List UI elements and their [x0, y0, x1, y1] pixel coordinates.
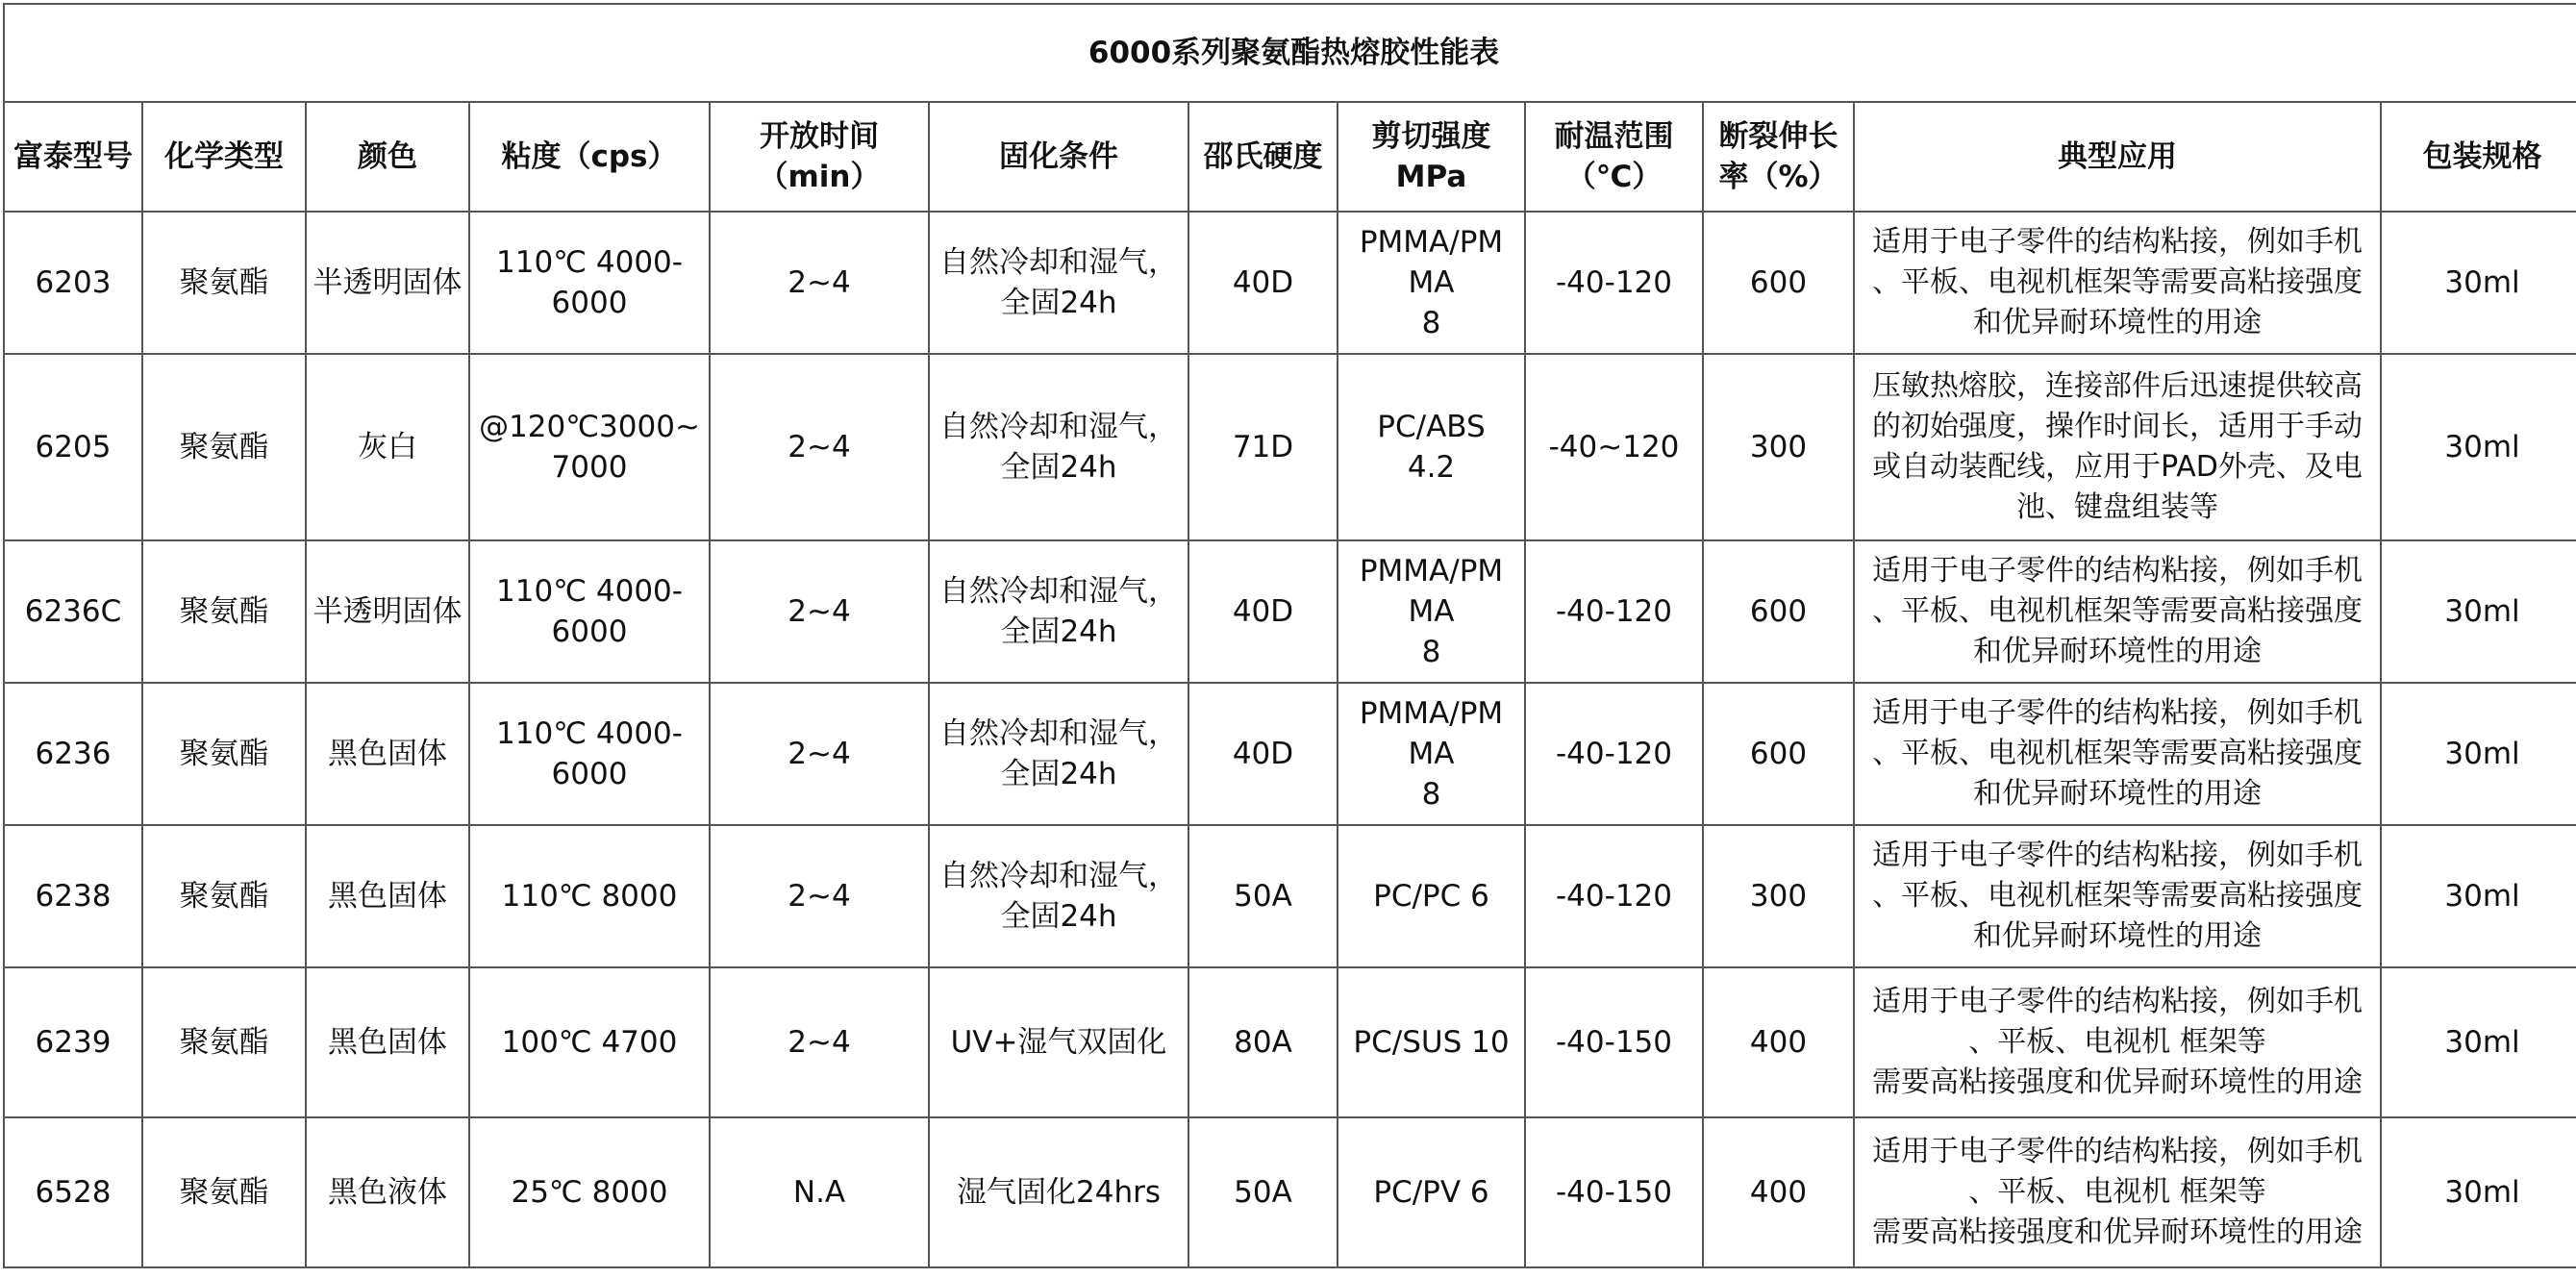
table-body	[4, 212, 2576, 1267]
table-row	[4, 212, 2576, 354]
cell-cure-condition: 自然冷却和湿气， 全固24h	[929, 212, 1188, 354]
cell-shore-hardness: 71D	[1188, 354, 1338, 540]
cell-cure-condition: 自然冷却和湿气， 全固24h	[929, 825, 1188, 967]
cell-application: 适用于电子零件的结构粘接，例如手机 、平板、电视机框架等需要高粘接强度 和优异耐环境性的用途	[1854, 683, 2381, 825]
cell-open-time: N.A	[710, 1117, 929, 1267]
cell-shear-strength: PMMA/PM MA 8	[1338, 212, 1525, 354]
cell-shore-hardness: 80A	[1188, 967, 1338, 1117]
header-viscosity: 粘度（cps）	[469, 102, 710, 212]
cell-elongation: 300	[1703, 354, 1854, 540]
cell-elongation: 300	[1703, 825, 1854, 967]
cell-chemistry: 聚氨酯	[142, 683, 306, 825]
cell-shore-hardness: 50A	[1188, 825, 1338, 967]
cell-shore-hardness: 40D	[1188, 540, 1338, 683]
cell-application: 适用于电子零件的结构粘接，例如手机 、平板、电视机框架等需要高粘接强度 和优异耐环境性的用途	[1854, 825, 2381, 967]
cell-shear-strength: PMMA/PM MA 8	[1338, 540, 1525, 683]
cell-packaging: 30ml	[2381, 540, 2576, 683]
cell-elongation: 400	[1703, 967, 1854, 1117]
cell-cure-condition: 自然冷却和湿气， 全固24h	[929, 354, 1188, 540]
cell-viscosity: @120℃3000~ 7000	[469, 354, 710, 540]
header-model: 富泰型号	[4, 102, 142, 212]
cell-model: 6528	[4, 1117, 142, 1267]
table-row	[4, 967, 2576, 1117]
cell-model: 6236C	[4, 540, 142, 683]
cell-viscosity: 110℃ 4000- 6000	[469, 540, 710, 683]
cell-chemistry: 聚氨酯	[142, 540, 306, 683]
cell-chemistry: 聚氨酯	[142, 354, 306, 540]
header-shear-strength: 剪切强度 MPa	[1338, 102, 1525, 212]
cell-temp-range: -40-150	[1525, 1117, 1703, 1267]
cell-application: 适用于电子零件的结构粘接，例如手机 、平板、电视机框架等需要高粘接强度 和优异耐环境性的用途	[1854, 212, 2381, 354]
table-row	[4, 683, 2576, 825]
header-elongation: 断裂伸长 率（%）	[1703, 102, 1854, 212]
cell-temp-range: -40-120	[1525, 212, 1703, 354]
cell-model: 6239	[4, 967, 142, 1117]
cell-shear-strength: PC/SUS 10	[1338, 967, 1525, 1117]
cell-shear-strength: PC/PV 6	[1338, 1117, 1525, 1267]
cell-elongation: 600	[1703, 212, 1854, 354]
cell-chemistry: 聚氨酯	[142, 212, 306, 354]
performance-table	[3, 3, 2576, 1268]
cell-model: 6238	[4, 825, 142, 967]
cell-open-time: 2~4	[710, 540, 929, 683]
cell-chemistry: 聚氨酯	[142, 1117, 306, 1267]
cell-packaging: 30ml	[2381, 825, 2576, 967]
cell-color: 黑色固体	[306, 683, 469, 825]
table-title: 6000系列聚氨酯热熔胶性能表	[4, 4, 2576, 102]
header-application: 典型应用	[1854, 102, 2381, 212]
cell-model: 6203	[4, 212, 142, 354]
cell-open-time: 2~4	[710, 683, 929, 825]
cell-open-time: 2~4	[710, 354, 929, 540]
cell-elongation: 400	[1703, 1117, 1854, 1267]
header-color: 颜色	[306, 102, 469, 212]
cell-chemistry: 聚氨酯	[142, 967, 306, 1117]
cell-model: 6205	[4, 354, 142, 540]
header-temp-range: 耐温范围 （℃）	[1525, 102, 1703, 212]
header-chemistry: 化学类型	[142, 102, 306, 212]
cell-shear-strength: PMMA/PM MA 8	[1338, 683, 1525, 825]
cell-elongation: 600	[1703, 540, 1854, 683]
cell-cure-condition: 自然冷却和湿气， 全固24h	[929, 683, 1188, 825]
cell-cure-condition: 自然冷却和湿气， 全固24h	[929, 540, 1188, 683]
cell-color: 灰白	[306, 354, 469, 540]
table-row	[4, 540, 2576, 683]
cell-packaging: 30ml	[2381, 212, 2576, 354]
cell-viscosity: 110℃ 8000	[469, 825, 710, 967]
cell-application: 压敏热熔胶，连接部件后迅速提供较高 的初始强度，操作时间长，适用于手动 或自动装配线，应用于PAD外壳、及电 池、键盘组装等	[1854, 354, 2381, 540]
cell-color: 黑色液体	[306, 1117, 469, 1267]
cell-model: 6236	[4, 683, 142, 825]
header-open-time: 开放时间 （min）	[710, 102, 929, 212]
cell-application: 适用于电子零件的结构粘接，例如手机 、平板、电视机框架等需要高粘接强度 和优异耐环境性的用途	[1854, 540, 2381, 683]
cell-shear-strength: PC/ABS 4.2	[1338, 354, 1525, 540]
cell-viscosity: 25℃ 8000	[469, 1117, 710, 1267]
cell-color: 半透明固体	[306, 540, 469, 683]
cell-temp-range: -40-150	[1525, 967, 1703, 1117]
header-packaging: 包装规格	[2381, 102, 2576, 212]
cell-elongation: 600	[1703, 683, 1854, 825]
cell-open-time: 2~4	[710, 967, 929, 1117]
cell-application: 适用于电子零件的结构粘接，例如手机 、平板、电视机 框架等 需要高粘接强度和优异耐环境性的用途	[1854, 967, 2381, 1117]
cell-packaging: 30ml	[2381, 683, 2576, 825]
table-row	[4, 825, 2576, 967]
cell-color: 黑色固体	[306, 825, 469, 967]
cell-open-time: 2~4	[710, 212, 929, 354]
cell-viscosity: 110℃ 4000- 6000	[469, 683, 710, 825]
cell-open-time: 2~4	[710, 825, 929, 967]
table-row	[4, 1117, 2576, 1267]
cell-temp-range: -40-120	[1525, 825, 1703, 967]
cell-chemistry: 聚氨酯	[142, 825, 306, 967]
cell-temp-range: -40~120	[1525, 354, 1703, 540]
cell-application: 适用于电子零件的结构粘接，例如手机 、平板、电视机 框架等 需要高粘接强度和优异耐环境性的用途	[1854, 1117, 2381, 1267]
cell-color: 黑色固体	[306, 967, 469, 1117]
header-shore-hardness: 邵氏硬度	[1188, 102, 1338, 212]
cell-shear-strength: PC/PC 6	[1338, 825, 1525, 967]
cell-viscosity: 100℃ 4700	[469, 967, 710, 1117]
cell-viscosity: 110℃ 4000- 6000	[469, 212, 710, 354]
cell-packaging: 30ml	[2381, 967, 2576, 1117]
cell-shore-hardness: 40D	[1188, 212, 1338, 354]
cell-temp-range: -40-120	[1525, 540, 1703, 683]
cell-shore-hardness: 50A	[1188, 1117, 1338, 1267]
cell-cure-condition: 湿气固化24hrs	[929, 1117, 1188, 1267]
cell-color: 半透明固体	[306, 212, 469, 354]
cell-cure-condition: UV+湿气双固化	[929, 967, 1188, 1117]
cell-shore-hardness: 40D	[1188, 683, 1338, 825]
cell-temp-range: -40-120	[1525, 683, 1703, 825]
header-cure-condition: 固化条件	[929, 102, 1188, 212]
header-row	[4, 102, 2576, 212]
table-row	[4, 354, 2576, 540]
cell-packaging: 30ml	[2381, 354, 2576, 540]
cell-packaging: 30ml	[2381, 1117, 2576, 1267]
